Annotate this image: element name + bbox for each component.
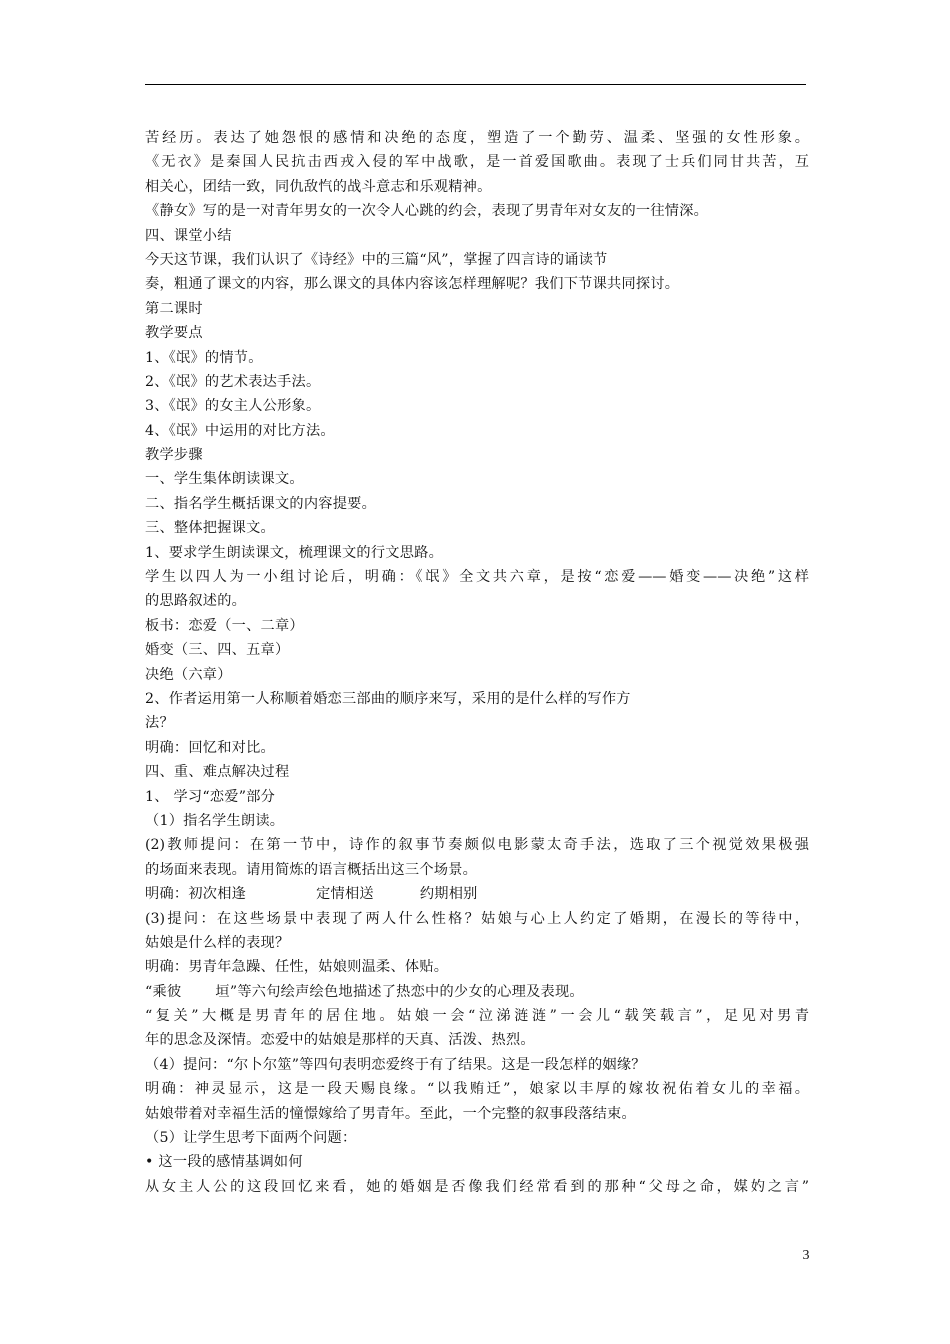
text-line: (2)教师提问：在第一节中，诗作的叙事节奏颇似电影蒙太奇手法，选取了三个视觉效果极强: [145, 837, 809, 854]
text-line: 法？: [145, 715, 174, 732]
text-line: （1）指名学生朗读。: [145, 812, 285, 829]
list-item: 2、《氓》的艺术表达手法。: [145, 373, 321, 390]
text-line: （4）提问：“尔卜尔筮”等四句表明恋爱终于有了结果。这是一段怎样的姻缘？: [145, 1056, 646, 1073]
text-line: 一、学生集体朗读课文。: [145, 471, 304, 488]
text-line: 《静女》写的是一对青年男女的一次令人心跳的约会，表现了男青年对女友的一往情深。: [145, 203, 709, 220]
document-body: [145, 126, 809, 1199]
text-line: 相关心，团结一致，同仇敌忾的战斗意志和乐观精神。: [145, 178, 492, 195]
quote-rest: 垣”等六句绘声绘色地描述了热恋中的少女的心理及表现。: [215, 983, 584, 1000]
scene-three: 约期相别: [419, 886, 478, 903]
text-line: 苦经历。表达了她怨恨的感情和决绝的态度，塑造了一个勤劳、温柔、坚强的女性形象。: [145, 130, 809, 146]
section-heading: 四、重、难点解决过程: [145, 764, 290, 781]
list-item: 4、《氓》中运用的对比方法。: [145, 422, 335, 439]
page-number: 3: [802, 1248, 810, 1263]
text-line: 《无衣》是秦国人民抗击西戎入侵的军中战歌，是一首爱国歌曲。表现了士兵们同甘共苦，互: [145, 154, 809, 171]
text-line: 1、要求学生朗读课文，梳理课文的行文思路。: [145, 544, 444, 561]
section-heading: 四、课堂小结: [145, 227, 232, 244]
list-item: 1、《氓》的情节。: [145, 349, 263, 366]
text-line: 学生以四人为一小组讨论后，明确：《氓》全文共六章，是按“恋爱——婚变——决绝”这样: [145, 569, 809, 586]
scenes-line: [145, 882, 809, 906]
text-line: （5）让学生思考下面两个问题：: [145, 1130, 357, 1147]
text-line: 决绝（六章）: [145, 666, 232, 683]
text-line: 从女主人公的这段回忆来看，她的婚姻是否像我们经常看到的那种“父母之命，媒妁之言”: [145, 1178, 809, 1195]
scene-one: 明确：初次相逢: [145, 886, 247, 903]
text-line: 年的思念及深情。恋爱中的姑娘是那样的天真、活泼、热烈。: [145, 1032, 535, 1049]
text-line: 明确：神灵显示，这是一段天赐良缘。“以我贿迁”，娘家以丰厚的嫁妆祝佑着女儿的幸福。: [145, 1081, 809, 1098]
text-line: 的场面来表现。请用简炼的语言概括出这三个场景。: [145, 861, 478, 878]
quote-start: “乘彼: [145, 983, 182, 1000]
text-line: 明确：男青年急躁、任性，姑娘则温柔、体贴。: [145, 959, 449, 976]
quote-line: [145, 980, 809, 1004]
text-line: 婚变（三、四、五章）: [145, 642, 290, 659]
section-heading: 教学步骤: [145, 447, 203, 464]
text-line: 姑娘是什么样的表现？: [145, 934, 290, 951]
text-line: 姑娘带着对幸福生活的憧憬嫁给了男青年。至此，一个完整的叙事段落结束。: [145, 1105, 636, 1122]
text-line: 2、作者运用第一人称顺着婚恋三部曲的顺序来写，采用的是什么样的写作方: [145, 690, 631, 707]
text-line: 明确：回忆和对比。: [145, 739, 275, 756]
text-line: 二、指名学生概括课文的内容提要。: [145, 495, 377, 512]
header-rule: [145, 84, 806, 85]
section-heading: 第二课时: [145, 300, 203, 317]
text-line: “复关”大概是男青年的居住地。姑娘一会“泣涕涟涟”一会儿“载笑载言”，足见对男青: [145, 1008, 809, 1025]
section-heading: 教学要点: [145, 325, 203, 342]
text-line: (3)提问：在这些场景中表现了两人什么性格？姑娘与心上人约定了婚期，在漫长的等待中，: [145, 910, 809, 927]
text-line: 三、整体把握课文。: [145, 520, 275, 537]
text-line: 1、 学习“恋爱”部分: [145, 788, 276, 805]
list-item: 3、《氓》的女主人公形象。: [145, 398, 321, 415]
text-line: 板书：恋爱（一、二章）: [145, 617, 304, 634]
text-line: 奏，粗通了课文的内容，那么课文的具体内容该怎样理解呢？我们下节课共同探讨。: [145, 276, 680, 293]
scene-two: 定情相送: [316, 886, 374, 903]
text-line: 今天这节课，我们认识了《诗经》中的三篇“风”，掌握了四言诗的诵读节: [145, 251, 608, 268]
bullet-item: • 这一段的感情基调如何: [145, 1154, 303, 1171]
text-line: 的思路叙述的。: [145, 593, 247, 610]
